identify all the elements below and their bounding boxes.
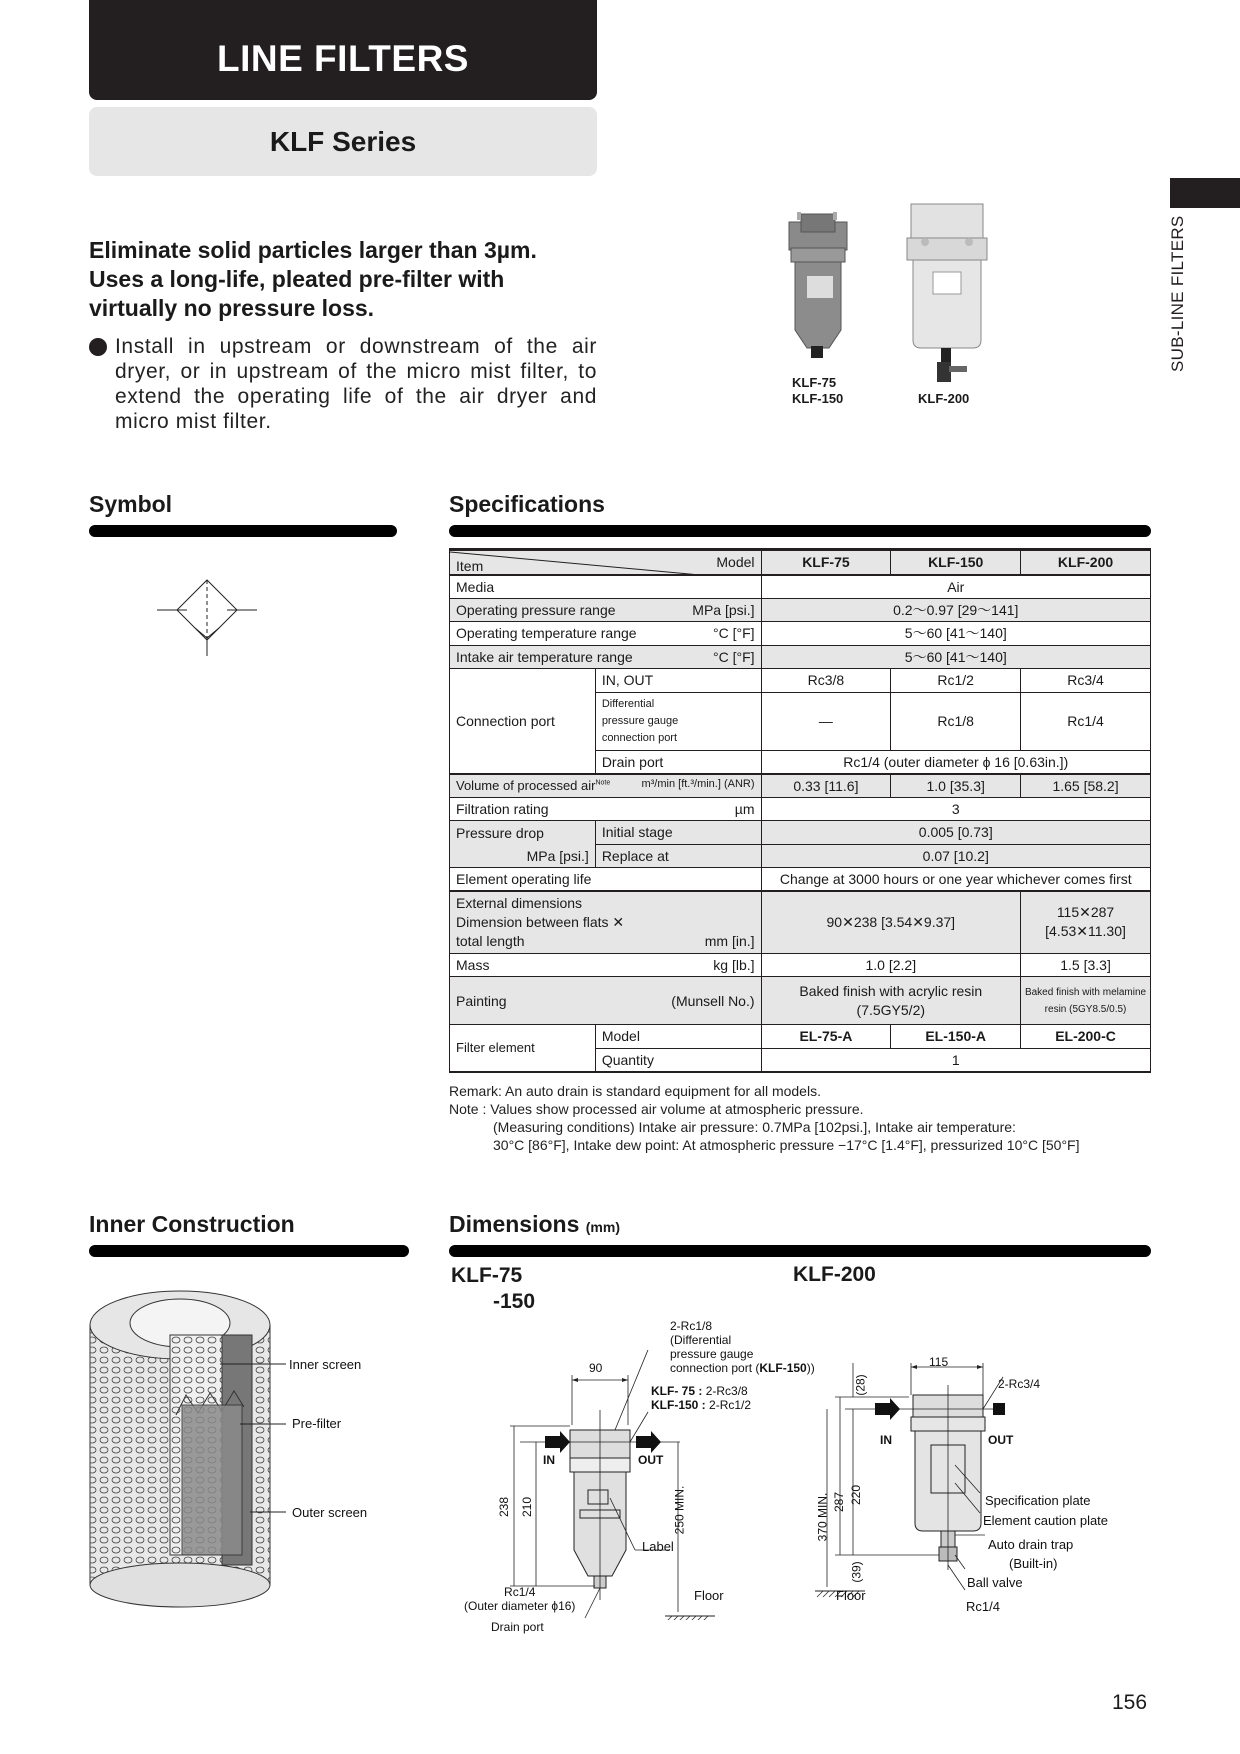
series-title: KLF Series bbox=[89, 107, 597, 176]
port-75-model: KLF- 75 : bbox=[651, 1384, 703, 1398]
filtration-label: Filtration rating bbox=[456, 800, 549, 817]
gauge-label-2: pressure gauge bbox=[601, 714, 679, 727]
spec-row-op-pressure bbox=[450, 598, 1151, 622]
intake-temp-value: 5～60 [41～140] bbox=[761, 645, 1150, 669]
gauge-port-note bbox=[670, 1319, 815, 1375]
klf200-in-label: IN bbox=[880, 1433, 892, 1447]
section-title-inner-construction: Inner Construction bbox=[89, 1211, 295, 1237]
ext-dims-klf-200-2: [4.53✕11.30] bbox=[1045, 923, 1126, 940]
spec-row-op-temp bbox=[450, 622, 1151, 646]
header-model: Model bbox=[716, 554, 755, 571]
drain-port-value: Rc1/4 (outer diameter ϕ 16 [0.63in.]) bbox=[761, 750, 1150, 774]
section-rule-dimensions bbox=[449, 1245, 1151, 1257]
painting-klf-200-1: Baked finish with melamine bbox=[1024, 986, 1147, 998]
headline-line-3: virtually no pressure loss. bbox=[89, 295, 375, 321]
gauge-port-note-1: 2-Rc1/8 bbox=[670, 1319, 713, 1333]
dim-title-klf-75: KLF-75 bbox=[451, 1264, 523, 1287]
drain-port-label: Drain port bbox=[491, 1620, 544, 1634]
remark-text: Remark: An auto drain is standard equipment for all models. bbox=[449, 1083, 821, 1099]
filtration-value: 3 bbox=[761, 797, 1150, 821]
dim-height-210: 210 bbox=[520, 1496, 535, 1518]
headline-line-1: Eliminate solid particles larger than 3µm. bbox=[89, 237, 537, 263]
spec-row-filtration bbox=[450, 797, 1151, 821]
ext-dims-klf-200-1: 115✕287 bbox=[1056, 904, 1115, 921]
painting-klf-75-150-1: Baked finish with acrylic resin bbox=[799, 982, 983, 999]
gauge-klf-200: Rc1/4 bbox=[1021, 692, 1151, 750]
spec-notes bbox=[449, 1082, 1079, 1154]
painting-unit: (Munsell No.) bbox=[671, 992, 755, 1009]
spec-table bbox=[449, 548, 1151, 1073]
klf75-out-label: OUT bbox=[638, 1453, 664, 1467]
media-value: Air bbox=[761, 575, 1150, 599]
ext-dims-unit: mm [in.] bbox=[704, 932, 755, 949]
spec-row-painting bbox=[450, 977, 1151, 1025]
filter-model-klf-200: EL-200-C bbox=[1021, 1025, 1151, 1049]
ext-dims-label-1: External dimensions bbox=[456, 894, 583, 911]
pressure-drop-unit: MPa [psi.] bbox=[450, 844, 596, 868]
replace-at-value: 0.07 [10.2] bbox=[761, 844, 1150, 868]
element-life-value: Change at 3000 hours or one year whichever comes first bbox=[761, 868, 1150, 892]
note-text: Note : Values show processed air volume at atmospheric pressure. bbox=[449, 1101, 864, 1117]
dim-height-250-min: 250 MIN. bbox=[672, 1485, 687, 1535]
header-klf-200: KLF-200 bbox=[1021, 550, 1151, 575]
spec-row-ext-dims bbox=[450, 891, 1151, 953]
gauge-port-note-2: (Differential bbox=[670, 1333, 732, 1347]
in-out-klf-150: Rc1/2 bbox=[891, 669, 1021, 693]
painting-klf-200-2: resin (5GY8.5/0.5) bbox=[1044, 1003, 1127, 1015]
gauge-klf-150: Rc1/8 bbox=[891, 692, 1021, 750]
caution-plate-callout: Element caution plate bbox=[983, 1513, 1109, 1528]
spec-row-in-out bbox=[450, 669, 1151, 693]
photo-klf-200 bbox=[903, 198, 993, 383]
label-outer-screen: Outer screen bbox=[292, 1505, 368, 1520]
bullet-icon bbox=[89, 338, 107, 356]
initial-stage-label: Initial stage bbox=[595, 821, 761, 845]
header-item: Item bbox=[456, 558, 484, 575]
op-temp-unit: °C [°F] bbox=[713, 625, 755, 642]
built-in-note: (Built-in) bbox=[1009, 1556, 1058, 1571]
op-pressure-value: 0.2～0.97 [29～141] bbox=[761, 598, 1150, 622]
gauge-label-3: connection port bbox=[601, 731, 678, 744]
label-inner-screen: Inner screen bbox=[289, 1357, 362, 1372]
section-rule-specifications bbox=[449, 525, 1151, 537]
dimensions-unit: (mm) bbox=[585, 1219, 620, 1235]
filter-qty-label: Quantity bbox=[595, 1048, 761, 1072]
spec-row-mass bbox=[450, 953, 1151, 977]
mass-klf-200: 1.5 [3.3] bbox=[1021, 953, 1151, 977]
page-title: LINE FILTERS bbox=[89, 0, 597, 100]
gauge-port-note-3: pressure gauge bbox=[670, 1347, 754, 1361]
drain-port-callout bbox=[464, 1585, 575, 1613]
in-out-klf-200: Rc3/4 bbox=[1021, 669, 1151, 693]
side-tab-label: SUB-LINE FILTERS bbox=[1168, 215, 1187, 372]
spec-row-intake-temp bbox=[450, 645, 1151, 669]
dim-width-115: 115 bbox=[929, 1355, 949, 1369]
dim-height-370-min: 370 MIN. bbox=[815, 1492, 830, 1542]
intake-temp-label: Intake air temperature range bbox=[456, 648, 633, 665]
filter-element-label: Filter element bbox=[450, 1025, 596, 1072]
section-title-specifications: Specifications bbox=[449, 491, 605, 517]
dim-title-klf-150: -150 bbox=[493, 1290, 536, 1313]
initial-stage-value: 0.005 [0.73] bbox=[761, 821, 1150, 845]
filter-qty-value: 1 bbox=[761, 1048, 1150, 1072]
dim-height-287: 287 bbox=[832, 1491, 847, 1513]
filter-model-label: Model bbox=[595, 1025, 761, 1049]
volume-klf-75: 0.33 [11.6] bbox=[761, 774, 891, 798]
filter-model-klf-150: EL-150-A bbox=[891, 1025, 1021, 1049]
dim-title-klf-200: KLF-200 bbox=[793, 1263, 876, 1286]
bullet-text: Install in upstream or downstream of the air dryer, or in upstream of the micro mist filter, to extend the operating life of the air dryer and micro mist filter. bbox=[115, 335, 597, 433]
connection-port-label: Connection port bbox=[450, 669, 596, 774]
dim-title-klf-75-150 bbox=[451, 1263, 535, 1315]
op-pressure-unit: MPa [psi.] bbox=[692, 601, 755, 618]
klf200-port-size: 2-Rc3/4 bbox=[998, 1377, 1041, 1391]
volume-unit: m³/min [ft.³/min.] (ANR) bbox=[641, 778, 755, 790]
ext-dims-label-2: Dimension between flats ✕ bbox=[456, 913, 625, 930]
caption-klf-75: KLF-75 bbox=[792, 375, 837, 390]
mass-label: Mass bbox=[456, 956, 490, 973]
spec-row-volume bbox=[450, 774, 1151, 798]
section-title-symbol: Symbol bbox=[89, 491, 173, 517]
drain-callout-2: (Outer diameter ϕ16) bbox=[464, 1599, 576, 1613]
klf200-out-label: OUT bbox=[988, 1433, 1014, 1447]
section-rule-symbol bbox=[89, 525, 397, 537]
replace-at-label: Replace at bbox=[595, 844, 761, 868]
pressure-drop-label: Pressure drop bbox=[450, 821, 596, 845]
klf75-floor-label: Floor bbox=[694, 1588, 724, 1603]
label-callout: Label bbox=[642, 1539, 674, 1554]
headline bbox=[89, 236, 609, 323]
port-size-table bbox=[651, 1384, 751, 1412]
dim-height-220: 220 bbox=[849, 1484, 864, 1506]
spec-row-pressure-drop-initial bbox=[450, 821, 1151, 845]
volume-klf-200: 1.65 [58.2] bbox=[1021, 774, 1151, 798]
dim-height-39: (39) bbox=[849, 1561, 864, 1583]
filter-model-klf-75: EL-75-A bbox=[761, 1025, 891, 1049]
inner-construction-leader-lines bbox=[220, 1360, 290, 1520]
volume-note-marker: Note bbox=[595, 779, 611, 787]
klf75-in-label: IN bbox=[543, 1453, 555, 1467]
port-150-model: KLF-150 : bbox=[651, 1398, 706, 1412]
dim-height-28: (28) bbox=[853, 1374, 868, 1396]
painting-klf-75-150-2: (7.5GY5/2) bbox=[856, 1001, 926, 1018]
mass-klf-75-150: 1.0 [2.2] bbox=[761, 953, 1021, 977]
drain-callout-1: Rc1/4 bbox=[504, 1585, 536, 1599]
gauge-label-1: Differential bbox=[601, 697, 655, 710]
op-temp-value: 5～60 [41～140] bbox=[761, 622, 1150, 646]
caption-klf-150: KLF-150 bbox=[792, 391, 844, 406]
note-line-2: (Measuring conditions) Intake air pressure: 0.7MPa [102psi.], Intake air temperature: bbox=[493, 1119, 1016, 1135]
headline-line-2: Uses a long-life, pleated pre-filter with bbox=[89, 266, 505, 292]
klf200-floor-label: Floor bbox=[836, 1588, 866, 1603]
spec-row-media bbox=[450, 575, 1151, 599]
drain-trap-callout: Auto drain trap bbox=[988, 1537, 1074, 1552]
dim-height-238: 238 bbox=[497, 1496, 512, 1518]
note-line-3: 30°C [86°F], Intake dew point: At atmospheric pressure −17°C [1.4°F], pressurized 10°C [50°F] bbox=[493, 1137, 1080, 1153]
gauge-port-note-4c: )) bbox=[806, 1361, 815, 1375]
filter-symbol-icon bbox=[155, 578, 260, 658]
klf200-rc14-callout: Rc1/4 bbox=[966, 1599, 1000, 1614]
diagonal-divider bbox=[450, 551, 762, 576]
spec-row-pressure-drop-replace bbox=[450, 844, 1151, 868]
port-75-value: 2-Rc3/8 bbox=[705, 1384, 748, 1398]
spec-plate-callout: Specification plate bbox=[985, 1493, 1091, 1508]
ext-dims-klf-75-150: 90✕238 [3.54✕9.37] bbox=[761, 891, 1021, 953]
header-klf-150: KLF-150 bbox=[891, 550, 1021, 575]
photo-caption-klf-75-150 bbox=[792, 375, 843, 407]
photo-klf-75-150 bbox=[785, 210, 855, 360]
spec-row-element-life bbox=[450, 868, 1151, 892]
ball-valve-callout: Ball valve bbox=[967, 1575, 1023, 1590]
dim-width-90: 90 bbox=[589, 1361, 603, 1375]
gauge-klf-75: — bbox=[761, 692, 891, 750]
drain-port-label: Drain port bbox=[595, 750, 761, 774]
op-pressure-label: Operating pressure range bbox=[456, 601, 616, 618]
filtration-unit: µm bbox=[734, 800, 755, 817]
in-out-label: IN, OUT bbox=[595, 669, 761, 693]
painting-label: Painting bbox=[456, 992, 507, 1009]
spec-header-row bbox=[450, 550, 1151, 575]
spec-row-filter-model bbox=[450, 1025, 1151, 1049]
page-number: 156 bbox=[1112, 1691, 1148, 1714]
mass-unit: kg [lb.] bbox=[713, 956, 755, 973]
section-title-dimensions bbox=[449, 1211, 620, 1238]
op-temp-label: Operating temperature range bbox=[456, 625, 637, 642]
gauge-port-note-4a: connection port ( bbox=[670, 1361, 760, 1375]
in-out-klf-75: Rc3/8 bbox=[761, 669, 891, 693]
element-life-label: Element operating life bbox=[450, 868, 762, 892]
intake-temp-unit: °C [°F] bbox=[713, 648, 755, 665]
section-rule-inner-construction bbox=[89, 1245, 409, 1257]
dimensions-title: Dimensions bbox=[449, 1211, 580, 1237]
port-150-value: 2-Rc1/2 bbox=[709, 1398, 752, 1412]
header-klf-75: KLF-75 bbox=[761, 550, 891, 575]
feature-bullet bbox=[89, 334, 597, 434]
volume-label: Volume of processed air bbox=[456, 778, 596, 793]
ext-dims-label-3: total length bbox=[456, 932, 525, 949]
label-pre-filter: Pre-filter bbox=[292, 1416, 342, 1431]
volume-klf-150: 1.0 [35.3] bbox=[891, 774, 1021, 798]
gauge-port-note-4b: KLF-150 bbox=[759, 1361, 807, 1375]
photo-caption-klf-200: KLF-200 bbox=[918, 391, 970, 406]
media-label: Media bbox=[450, 575, 762, 599]
